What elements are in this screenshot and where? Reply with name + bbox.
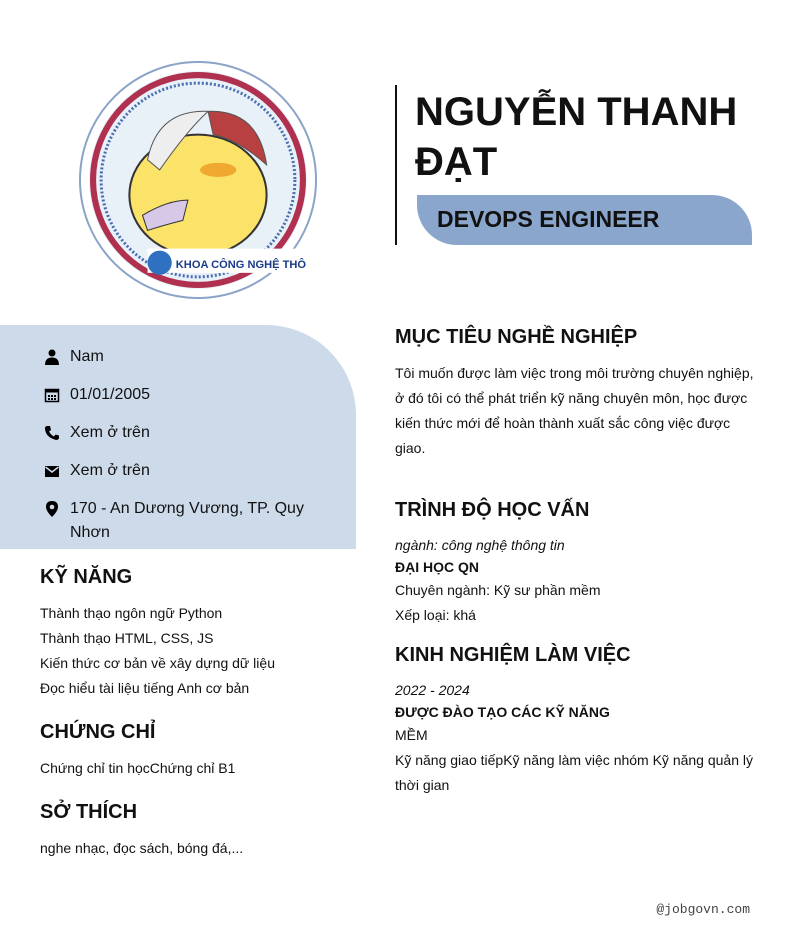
footer-watermark: @jobgovn.com xyxy=(656,902,750,917)
objective-text: Tôi muốn được làm việc trong môi trường chuyên nghiệp, ở đó tôi có thể phát triển kỹ năng chuyên môn, học được kiến thức mới để hoàn thành xuất sắc công việc được giao. xyxy=(395,365,754,456)
left-column xyxy=(40,566,340,861)
person-icon xyxy=(44,349,60,365)
contact-panel xyxy=(0,325,356,549)
skill-item: Thành thạo HTML, CSS, JS xyxy=(40,630,214,646)
contact-birthday: 01/01/2005 xyxy=(44,383,356,407)
certificates-text: Chứng chỉ tin họcChứng chỉ B1 xyxy=(40,760,236,776)
experience-position-cont: MỀM xyxy=(395,727,428,743)
experience-section xyxy=(395,644,755,798)
experience-description: Kỹ năng giao tiếpKỹ năng làm việc nhóm Kỹ năng quản lý thời gian xyxy=(395,752,754,793)
education-heading: TRÌNH ĐỘ HỌC VẤN xyxy=(395,499,590,521)
job-title: DEVOPS ENGINEER xyxy=(417,195,752,245)
objective-section xyxy=(395,326,755,461)
skill-item: Kiến thức cơ bản về xây dựng dữ liệu xyxy=(40,655,275,671)
hobbies-heading: SỞ THÍCH xyxy=(40,801,138,823)
skill-item: Thành thạo ngôn ngữ Python xyxy=(40,605,223,621)
education-grade: Xếp loại: khá xyxy=(395,607,476,623)
education-specialty: Chuyên ngành: Kỹ sư phần mềm xyxy=(395,582,601,598)
objective-heading: MỤC TIÊU NGHỀ NGHIỆP xyxy=(395,326,638,348)
contact-address: 170 - An Dương Vương, TP. Quy Nhơn xyxy=(44,497,356,545)
phone-icon xyxy=(44,425,60,441)
education-school: ĐẠI HỌC QN xyxy=(395,559,479,575)
skills-section xyxy=(40,566,340,701)
contact-gender: Nam xyxy=(44,345,356,369)
svg-text:KHOA CÔNG NGHỆ THÔ: KHOA CÔNG NGHỆ THÔ xyxy=(175,258,307,271)
education-major: ngành: công nghệ thông tin xyxy=(395,537,565,553)
contact-phone: Xem ở trên xyxy=(44,421,356,445)
right-column xyxy=(395,326,755,798)
education-section xyxy=(395,499,755,628)
name-block xyxy=(395,85,755,245)
location-icon xyxy=(44,501,60,517)
mail-icon xyxy=(44,463,60,479)
certificates-heading: CHỨNG CHỈ xyxy=(40,721,156,743)
hobbies-section xyxy=(40,801,340,861)
calendar-icon xyxy=(44,387,60,403)
experience-heading: KINH NGHIỆM LÀM VIỆC xyxy=(395,644,631,666)
experience-period: 2022 - 2024 xyxy=(395,682,470,698)
experience-position: ĐƯỢC ĐÀO TẠO CÁC KỸ NĂNG xyxy=(395,704,610,720)
contact-email: Xem ở trên xyxy=(44,459,356,483)
skills-heading: KỸ NĂNG xyxy=(40,566,133,588)
certificates-section xyxy=(40,721,340,781)
avatar xyxy=(79,61,317,299)
hobbies-text: nghe nhạc, đọc sách, bóng đá,... xyxy=(40,840,244,856)
skill-item: Đọc hiểu tài liệu tiếng Anh cơ bản xyxy=(40,680,250,696)
full-name: NGUYỄN THANH ĐẠT xyxy=(415,90,738,184)
